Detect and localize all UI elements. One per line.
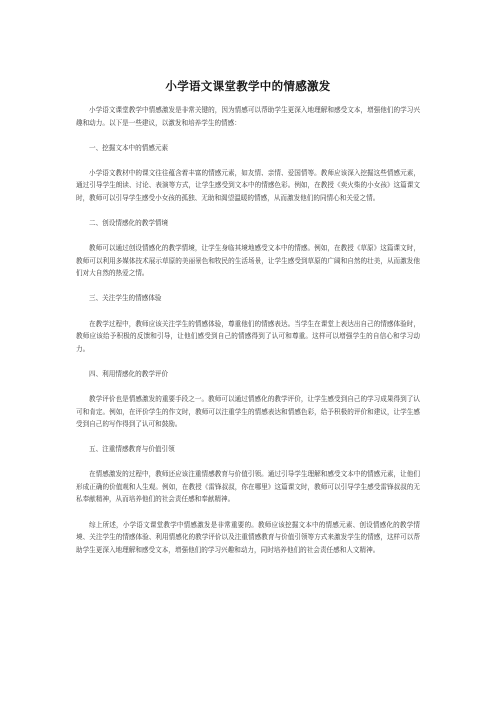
section-heading-2: 二、创设情感化的教学情境: [89, 219, 169, 228]
section-heading-3: 三、关注学生的情感体验: [89, 294, 162, 303]
spacer: [76, 355, 420, 368]
section-heading-1: 一、挖掘文本中的情感元素: [89, 143, 169, 152]
section-body-3: 在教学过程中，教师应该关注学生的情感体验，尊重他们的情感表达。当学生在课堂上表达出自己的情感体验时，教师应该给予积极的反馈和引导，让他们感受到自己的情感得到了认可和尊重。这样可以增强学生的自信心和学习动力。: [76, 319, 420, 353]
spacer: [76, 431, 420, 444]
section-heading-4: 四、利用情感化的教学评价: [89, 369, 169, 378]
spacer: [76, 506, 420, 519]
spacer: [76, 380, 420, 393]
document-title: 小学语文课堂教学中的情感激发: [165, 79, 331, 93]
spacer: [76, 456, 420, 469]
section-body-4: 教学评价也是情感激发的重要手段之一。教师可以通过情感化的教学评价，让学生感受到自己的学习成果得到了认可和肯定。例如，在评价学生的作文时，教师可以注重学生的情感表达和情感色彩，给予积极的评价和建议，让学生感受到自己的写作得到了认可和鼓励。: [76, 394, 420, 429]
section-body-5: 在情感激发的过程中，教师还应该注重情感教育与价值引领。通过引导学生理解和感受文本中的情感元素，让他们形成正确的价值观和人生观。例如，在教授《雷锋叔叔，你在哪里》这篇课文时，教师可以引导学生感受雷锋叔叔的无私奉献精神，从而培养他们的社会责任感和奉献精神。: [76, 470, 420, 504]
spacer: [76, 280, 420, 293]
spacer: [76, 205, 420, 218]
spacer: [76, 230, 420, 243]
spacer: [76, 154, 420, 167]
spacer: [76, 305, 420, 318]
conclusion-paragraph: 综上所述，小学语文课堂教学中情感激发是非常重要的。教师应该挖掘文本中的情感元素、创设情感化的教学情境、关注学生的情感体验、利用情感化的教学评价以及注重情感教育与价值引领等方式来激发学生的情感，这样可以帮助学生更深入地理解和感受文本，增强他们的学习兴趣和动力，同时培养他们的社会责任感和人文精神。: [76, 520, 420, 554]
section-heading-5: 五、注重情感教育与价值引领: [89, 445, 175, 454]
spacer: [76, 129, 420, 142]
section-body-2: 教师可以通过创设情感化的教学情境，让学生身临其境地感受文本中的情感。例如，在教授《草原》这篇课文时，教师可以利用多媒体技术展示草原的美丽景色和牧民的生活场景，让学生感受到草原的广阔和自然的壮美，从而激发他们对大自然的热爱之情。: [76, 244, 420, 278]
section-body-1: 小学语文教材中的课文往往蕴含着丰富的情感元素，如友情、亲情、爱国情等。教师应该深入挖掘这些情感元素，通过引导学生朗读、讨论、表演等方式，让学生感受到文本中的情感色彩。例如，在教授《卖火柴的小女孩》这篇课文时，教师可以引导学生感受小女孩的孤独、无助和渴望温暖的情感，从而激发他们的同情心和关爱之情。: [76, 168, 420, 202]
intro-paragraph: 小学语文课堂教学中情感激发是非常关键的，因为情感可以帮助学生更深入地理解和感受文本，增强他们的学习兴趣和动力。以下是一些建议，以激发和培养学生的情感：: [76, 106, 420, 127]
